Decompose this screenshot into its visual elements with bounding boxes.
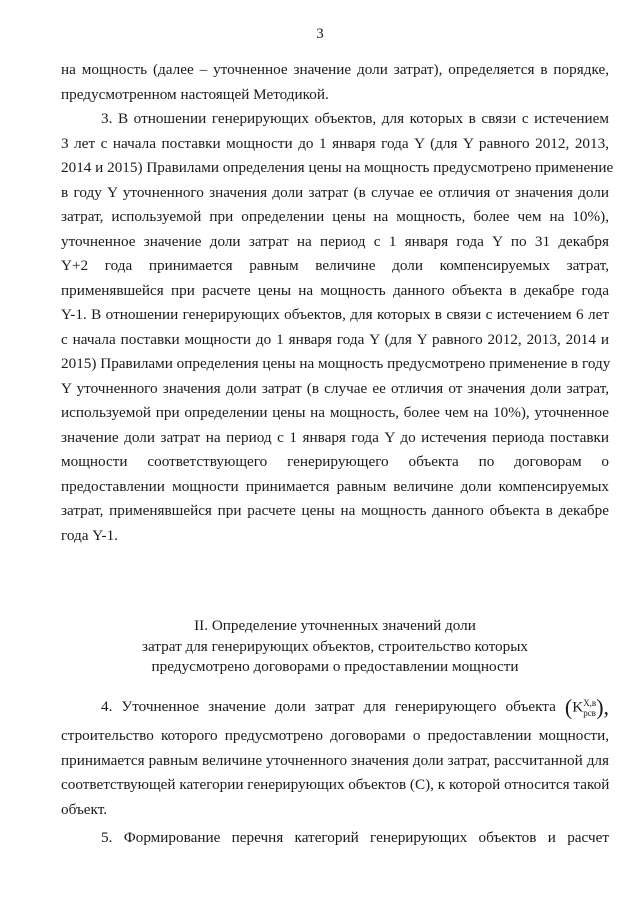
text-line: 5. Формирование перечня категорий генерирующих объектов и расчет	[101, 829, 609, 846]
text-line: затрат, применявшейся при расчете цены на мощность данного объекта в декабре	[61, 502, 609, 519]
text-line: строительство которого предусмотрено договорами о предоставлении мощности,	[61, 727, 609, 744]
formula-k-x-v-rsv	[565, 690, 609, 725]
paragraph-3	[61, 107, 614, 548]
text-line: предоставлении мощности принимается равным величине доли компенсируемых	[61, 477, 609, 495]
formula-close-paren: ),	[596, 694, 610, 720]
text-line: затрат, используемой при определении цены на мощность, более чем на 10%),	[61, 208, 609, 225]
text-line: на мощность (далее – уточненное значение доли затрат), определяется в порядке,	[61, 61, 609, 78]
text-line-with-formula	[61, 690, 609, 724]
text-line: 2014 и 2015) Правилами определения цены на мощность предусмотрено применение	[61, 159, 614, 176]
section-heading	[61, 616, 609, 678]
text-line: уточненное значение доли затрат на период с 1 января года Y по 31 декабря	[61, 232, 609, 250]
heading-line: затрат для генерирующих объектов, строительство которых	[141, 637, 529, 655]
paragraph-4-lead: 4. Уточненное значение доли затрат для генерирующего объекта	[101, 698, 556, 715]
text-line: используемой при определении цены на мощность, более чем на 10%), уточненное	[61, 404, 609, 421]
text-line: мощности соответствующего генерирующего объекта по договорам о	[61, 453, 609, 470]
text-line: соответствующей категории генерирующих объектов (С), к которой относится такой	[61, 776, 610, 793]
text-line: значение доли затрат на период с 1 января года Y до истечения периода поставки	[61, 428, 609, 446]
paragraph-4	[61, 690, 609, 822]
text-line: 3. В отношении генерирующих объектов, для которых в связи с истечением	[101, 110, 609, 127]
paragraph-5	[61, 826, 609, 851]
text-line: применявшейся при расчете цены на мощность данного объекта в декабре года	[61, 281, 609, 299]
text-line: Y уточненного значения доли затрат (в случае ее отличия от значения доли затрат,	[61, 379, 609, 397]
formula-subscript: рсв	[583, 707, 596, 718]
text-line: Y-1. В отношении генерирующих объектов, для которых в связи с истечением 6 лет	[61, 306, 609, 323]
paragraph-continuation	[61, 58, 609, 107]
formula-open-paren: (	[564, 694, 573, 720]
formula-base: K	[572, 698, 584, 716]
text-line: Y+2 года принимается равным величине доли компенсируемых затрат,	[61, 257, 609, 274]
text-line: в году Y уточненного значения доли затрат (в случае ее отличия от значения доли	[61, 183, 609, 201]
heading-line: II. Определение уточненных значений доли	[194, 617, 476, 634]
text-line: года Y-1.	[61, 526, 119, 544]
text-line: 2015) Правилами определения цены на мощность предусмотрено применение в году	[61, 355, 611, 372]
body-text	[61, 58, 614, 548]
page-number: 3	[316, 26, 324, 42]
formula-superscript: X,в	[583, 697, 597, 708]
text-line: с начала поставки мощности до 1 января года Y (для Y равного 2012, 2013, 2014 и	[61, 330, 609, 348]
text-line: предусмотренном настоящей Методикой.	[61, 85, 329, 103]
text-line: объект.	[61, 800, 108, 818]
heading-line: предусмотрено договорами о предоставлении мощности	[151, 658, 519, 675]
text-line: принимается равным величине уточненного значения доли затрат, рассчитанной для	[61, 751, 609, 769]
text-line: 3 лет с начала поставки мощности до 1 января года Y (для Y равного 2012, 2013,	[61, 134, 609, 152]
